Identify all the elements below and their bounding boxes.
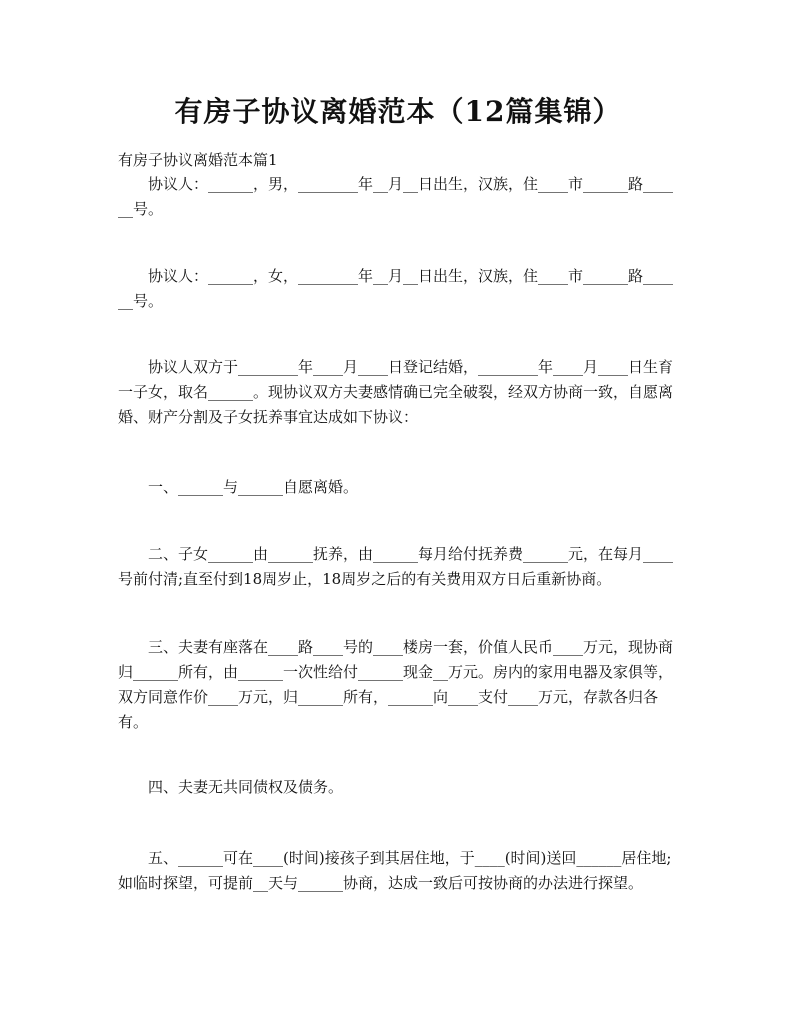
clause-5-paragraph: 五、______可在____(时间)接孩子到其居住地，于____(时间)送回______居住地;如临时探望，可提前__天与______协商，达成一致后可按协商的办法进行探望。 [118,849,672,892]
clause-4-paragraph: 四、夫妻无共同债权及债务。 [148,778,344,796]
document-title: 有房子协议离婚范本（12篇集锦） [174,95,622,128]
section-title: 有房子协议离婚范本篇1 [118,151,278,169]
clause-2-paragraph: 二、子女______由______抚养，由______每月给付抚养费______元，在每月____号前付清;直至付到18周岁止，18周岁之后的有关费用双方日后重新协商。 [118,545,674,588]
party-female-paragraph: 协议人：______，女，________年__月__日出生，汉族，住____市______路______号。 [118,267,674,310]
clause-3-paragraph: 三、夫妻有座落在____路____号的____楼房一套，价值人民币____万元，现协商归______所有，由______一次性给付______现金__万元。房内的家用电器及家俱等，双方同意作价____万元，归______所有，______向____支付____万元，存款各归各有。 [118,638,674,731]
clause-1-paragraph: 一、______与______自愿离婚。 [148,478,359,496]
marriage-info-paragraph: 协议人双方于________年____月____日登记结婚，________年____月____日生育一子女，取名______。现协议双方夫妻感情确已完全破裂，经双方协商一致，自愿离婚、财产分割及子女抚养事宜达成如下协议： [118,358,674,426]
party-male-paragraph: 协议人：______，男，________年__月__日出生，汉族，住____市______路______号。 [118,175,674,218]
